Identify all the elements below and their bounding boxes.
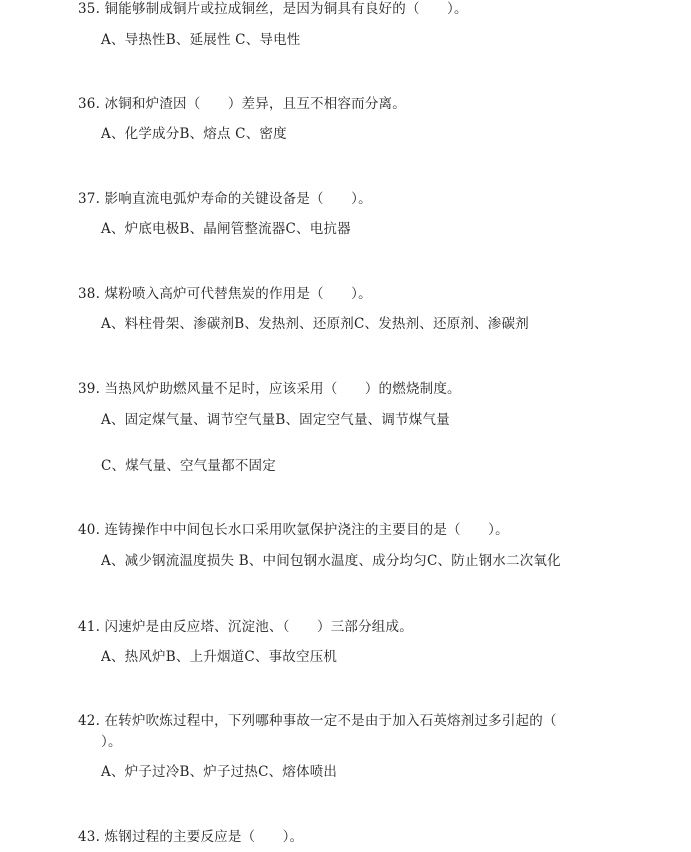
question-42-options: A、炉子过冷B、炉子过热C、熔体喷出 [101,764,338,780]
question-39-option-c: C、煤气量、空气量都不固定 [101,458,276,474]
question-36-stem: 36. 冰铜和炉渣因（ ）差异，且互不相容而分离。 [78,96,406,112]
question-42-stem-continued: ）。 [101,734,122,750]
question-40-options: A、减少钢流温度损失 B、中间包钢水温度、成分均匀C、防止钢水二次氧化 [101,553,561,569]
question-38-options: A、料柱骨架、渗碳剂B、发热剂、还原剂C、发热剂、还原剂、渗碳剂 [101,316,529,332]
question-38-stem: 38. 煤粉喷入高炉可代替焦炭的作用是（ ）。 [78,286,372,302]
question-39-options: A、固定煤气量、调节空气量B、固定空气量、调节煤气量 [101,412,450,428]
question-36-options: A、化学成分B、熔点 C、密度 [101,126,287,142]
question-41-stem: 41. 闪速炉是由反应塔、沉淀池、（ ）三部分组成。 [78,619,413,635]
question-42-stem: 42. 在转炉吹炼过程中，下列哪种事故一定不是由于加入石英熔剂过多引起的（ [78,713,557,729]
question-35-stem: 35. 铜能够制成铜片或拉成铜丝，是因为铜具有良好的（ ）。 [78,1,468,17]
question-39-stem: 39. 当热风炉助燃风量不足时，应该采用（ ）的燃烧制度。 [78,381,461,397]
question-35-options: A、导热性B、延展性 C、导电性 [101,32,301,48]
question-41-options: A、热风炉B、上升烟道C、事故空压机 [101,649,338,665]
question-40-stem: 40. 连铸操作中中间包长水口采用吹氩保护浇注的主要目的是（ ）。 [78,522,509,538]
question-43-stem: 43. 炼钢过程的主要反应是（ ）。 [78,829,304,845]
question-37-stem: 37. 影响直流电弧炉寿命的关键设备是（ ）。 [78,191,372,207]
question-37-options: A、炉底电极B、晶闸管整流器C、电抗器 [101,221,351,237]
